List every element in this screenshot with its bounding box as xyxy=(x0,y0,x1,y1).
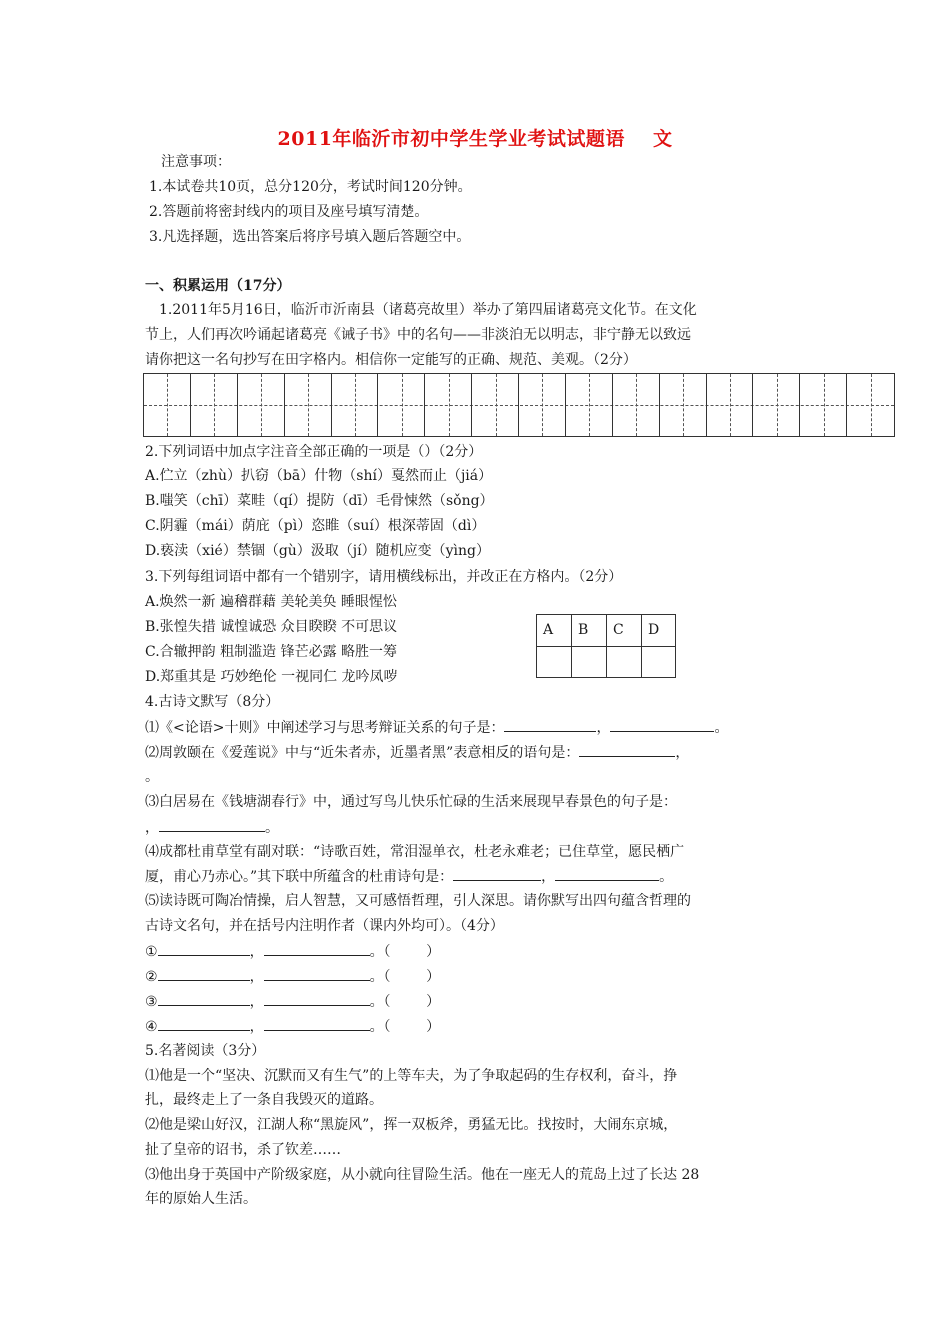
cell-vertical-guide xyxy=(589,374,590,436)
q4-p2: ⑵周敦颐在《爱莲说》中与“近朱者赤，近墨者黑”表意相反的语句是： ， xyxy=(145,742,689,763)
cell-vertical-guide xyxy=(308,374,309,436)
q5-line-3: ⑵他是梁山好汉，江湖人称“黑旋风”，挥一双板斧，勇猛无比。找按时，大闹东京城， xyxy=(145,1117,678,1133)
q5-line-4: 扯了皇帝的诏书，杀了钦差…… xyxy=(145,1142,341,1158)
tianzige-cell[interactable] xyxy=(707,374,754,436)
tianzige-cell[interactable] xyxy=(472,374,519,436)
q3-option-a: A.焕然一新 遍稽群藉 美轮美奂 睡眼惺忪 xyxy=(145,594,397,610)
answer-box-cell-a[interactable] xyxy=(537,647,572,678)
blank[interactable] xyxy=(158,941,250,956)
q3-option-c: C.合辙押韵 粗制滥造 锋芒必露 略胜一筹 xyxy=(145,644,398,660)
cell-vertical-guide xyxy=(777,374,778,436)
answer-box-cell-b[interactable] xyxy=(572,647,607,678)
q2-option-a: A.伫立（zhù）扒窃（bā）什物（shí）戛然而止（jiá） xyxy=(145,468,493,484)
section-heading: 一、积累运用（17分） xyxy=(145,278,291,294)
answer-box-cell-c[interactable] xyxy=(607,647,642,678)
q4-p4-line-1: ⑷成都杜甫草堂有副对联：“诗歌百姓，常泪湿单衣，杜老永难老；已住草堂，愿民栖广 xyxy=(145,844,685,860)
q1-line-1: 1.2011年5月16日，临沂市沂南县（诸葛亮故里）举办了第四届诸葛亮文化节。在文化 xyxy=(159,302,697,318)
cell-vertical-guide xyxy=(167,374,168,436)
q4-answer-row-1: ① ， 。（ ） xyxy=(145,941,440,962)
cell-vertical-guide xyxy=(871,374,872,436)
tianzige-cell[interactable] xyxy=(800,374,847,436)
notice-item-1: 1.本试卷共10页，总分120分，考试时间120分钟。 xyxy=(149,179,472,195)
q1-line-2: 节上，人们再次吟诵起诸葛亮《诫子书》中的名句——非淡泊无以明志，非宁静无以致远 xyxy=(145,327,691,343)
cell-vertical-guide xyxy=(496,374,497,436)
q2-option-c: C.阴霾（mái）荫庇（pì）恣睢（suí）根深蒂固（dì） xyxy=(145,518,486,534)
answer-box-label-c: C xyxy=(607,615,642,646)
q2-stem: 2.下列词语中加点字注音全部正确的一项是（）（2分） xyxy=(145,444,483,460)
blank[interactable] xyxy=(264,966,370,981)
cell-vertical-guide xyxy=(355,374,356,436)
answer-box-label-a: A xyxy=(537,615,572,646)
q4-answer-row-4: ④ ， 。（ ） xyxy=(145,1016,440,1037)
answer-box-cell-d[interactable] xyxy=(642,647,676,678)
q5-stem: 5.名著阅读（3分） xyxy=(145,1043,266,1059)
blank[interactable] xyxy=(158,1016,250,1031)
tianzige-grid[interactable] xyxy=(143,373,895,437)
q3-option-b: B.张惶失措 诚惶诚恐 众目睽睽 不可思议 xyxy=(145,619,398,635)
tianzige-cell[interactable] xyxy=(191,374,238,436)
q5-line-6: 年的原始人生活。 xyxy=(145,1191,257,1207)
blank[interactable] xyxy=(453,866,541,881)
title-main: 2011年临沂市初中学生学业考试试题语 xyxy=(277,128,625,150)
q5-line-1: ⑴他是一个“坚决、沉默而又有生气”的上等车夫，为了争取起码的生存权利，奋斗，挣 xyxy=(145,1068,678,1084)
q4-p5-line-2: 古诗文名句，并在括号内注明作者（课内外均可）。（4分） xyxy=(145,918,504,934)
q4-answer-row-3: ③ ， 。（ ） xyxy=(145,991,440,1012)
blank[interactable] xyxy=(264,1016,370,1031)
tianzige-cell[interactable] xyxy=(285,374,332,436)
tianzige-cell[interactable] xyxy=(566,374,613,436)
cell-vertical-guide xyxy=(730,374,731,436)
tianzige-cell[interactable] xyxy=(425,374,472,436)
q4-stem: 4.古诗文默写（8分） xyxy=(145,694,280,710)
cell-vertical-guide xyxy=(261,374,262,436)
q4-p5-line-1: ⑸读诗既可陶冶情操，启人智慧，又可感悟哲理，引人深思。请你默写出四句蕴含哲理的 xyxy=(145,893,691,909)
q3-answer-box xyxy=(536,614,676,678)
tianzige-cell[interactable] xyxy=(144,374,191,436)
notice-heading: 注意事项： xyxy=(161,154,231,170)
cell-vertical-guide xyxy=(214,374,215,436)
answer-box-label-d: D xyxy=(648,622,660,638)
tianzige-cell[interactable] xyxy=(753,374,800,436)
q5-line-5: ⑶他出身于英国中产阶级家庭，从小就向往冒险生活。他在一座无人的荒岛上过了长达 28 xyxy=(145,1167,700,1183)
blank[interactable] xyxy=(158,991,250,1006)
tianzige-cell[interactable] xyxy=(660,374,707,436)
answer-box-label-b: B xyxy=(572,615,607,646)
title-tail: 文 xyxy=(652,128,673,150)
q5-line-2: 扎，最终走上了一条自我毁灭的道路。 xyxy=(145,1092,383,1108)
notice-item-3: 3.凡选择题，选出答案后将序号填入题后答题空中。 xyxy=(149,229,471,245)
q2-option-b: B.嗤笑（chī）菜畦（qí）提防（dī）毛骨悚然（sǒng） xyxy=(145,493,494,509)
q4-p1: ⑴《<论语>十则》中阐述学习与思考辩证关系的句子是： ， 。 xyxy=(145,717,728,738)
tianzige-cell[interactable] xyxy=(519,374,566,436)
blank[interactable] xyxy=(555,866,659,881)
q4-p3-blanks: ， 。 xyxy=(145,817,279,838)
tianzige-cell[interactable] xyxy=(238,374,285,436)
tianzige-cell[interactable] xyxy=(613,374,660,436)
cell-vertical-guide xyxy=(683,374,684,436)
cell-vertical-guide xyxy=(449,374,450,436)
tianzige-cell[interactable] xyxy=(332,374,379,436)
q4-p3: ⑶白居易在《钱塘湖春行》中，通过写鸟儿快乐忙碌的生活来展现早春景色的句子是： xyxy=(145,794,677,810)
tianzige-cell[interactable] xyxy=(847,374,894,436)
blank[interactable] xyxy=(264,941,370,956)
page-title xyxy=(0,124,950,151)
q3-option-d: D.郑重其是 巧妙绝伦 一视同仁 龙吟凤哕 xyxy=(145,669,398,685)
cell-vertical-guide xyxy=(402,374,403,436)
q2-option-d: D.亵渎（xié）禁锢（gù）汲取（jí）随机应变（yìng） xyxy=(145,543,490,559)
cell-vertical-guide xyxy=(542,374,543,436)
q4-p2-end: 。 xyxy=(145,769,159,785)
notice-item-2: 2.答题前将密封线内的项目及座号填写清楚。 xyxy=(149,204,429,220)
blank[interactable] xyxy=(158,966,250,981)
blank[interactable] xyxy=(264,991,370,1006)
q4-p4-line-2: 厦，甫心乃赤心。”其下联中所蕴含的杜甫诗句是： ， 。 xyxy=(145,866,673,887)
tianzige-cell[interactable] xyxy=(378,374,425,436)
cell-vertical-guide xyxy=(636,374,637,436)
q3-stem: 3.下列每组词语中都有一个错别字，请用横线标出，并改正在方格内。（2分） xyxy=(145,569,623,585)
blank[interactable] xyxy=(504,717,596,732)
q4-answer-row-2: ② ， 。（ ） xyxy=(145,966,440,987)
cell-vertical-guide xyxy=(824,374,825,436)
blank[interactable] xyxy=(159,817,265,832)
q1-line-3: 请你把这一名句抄写在田字格内。相信你一定能写的正确、规范、美观。（2分） xyxy=(145,352,637,368)
blank[interactable] xyxy=(579,742,675,757)
blank[interactable] xyxy=(610,717,714,732)
